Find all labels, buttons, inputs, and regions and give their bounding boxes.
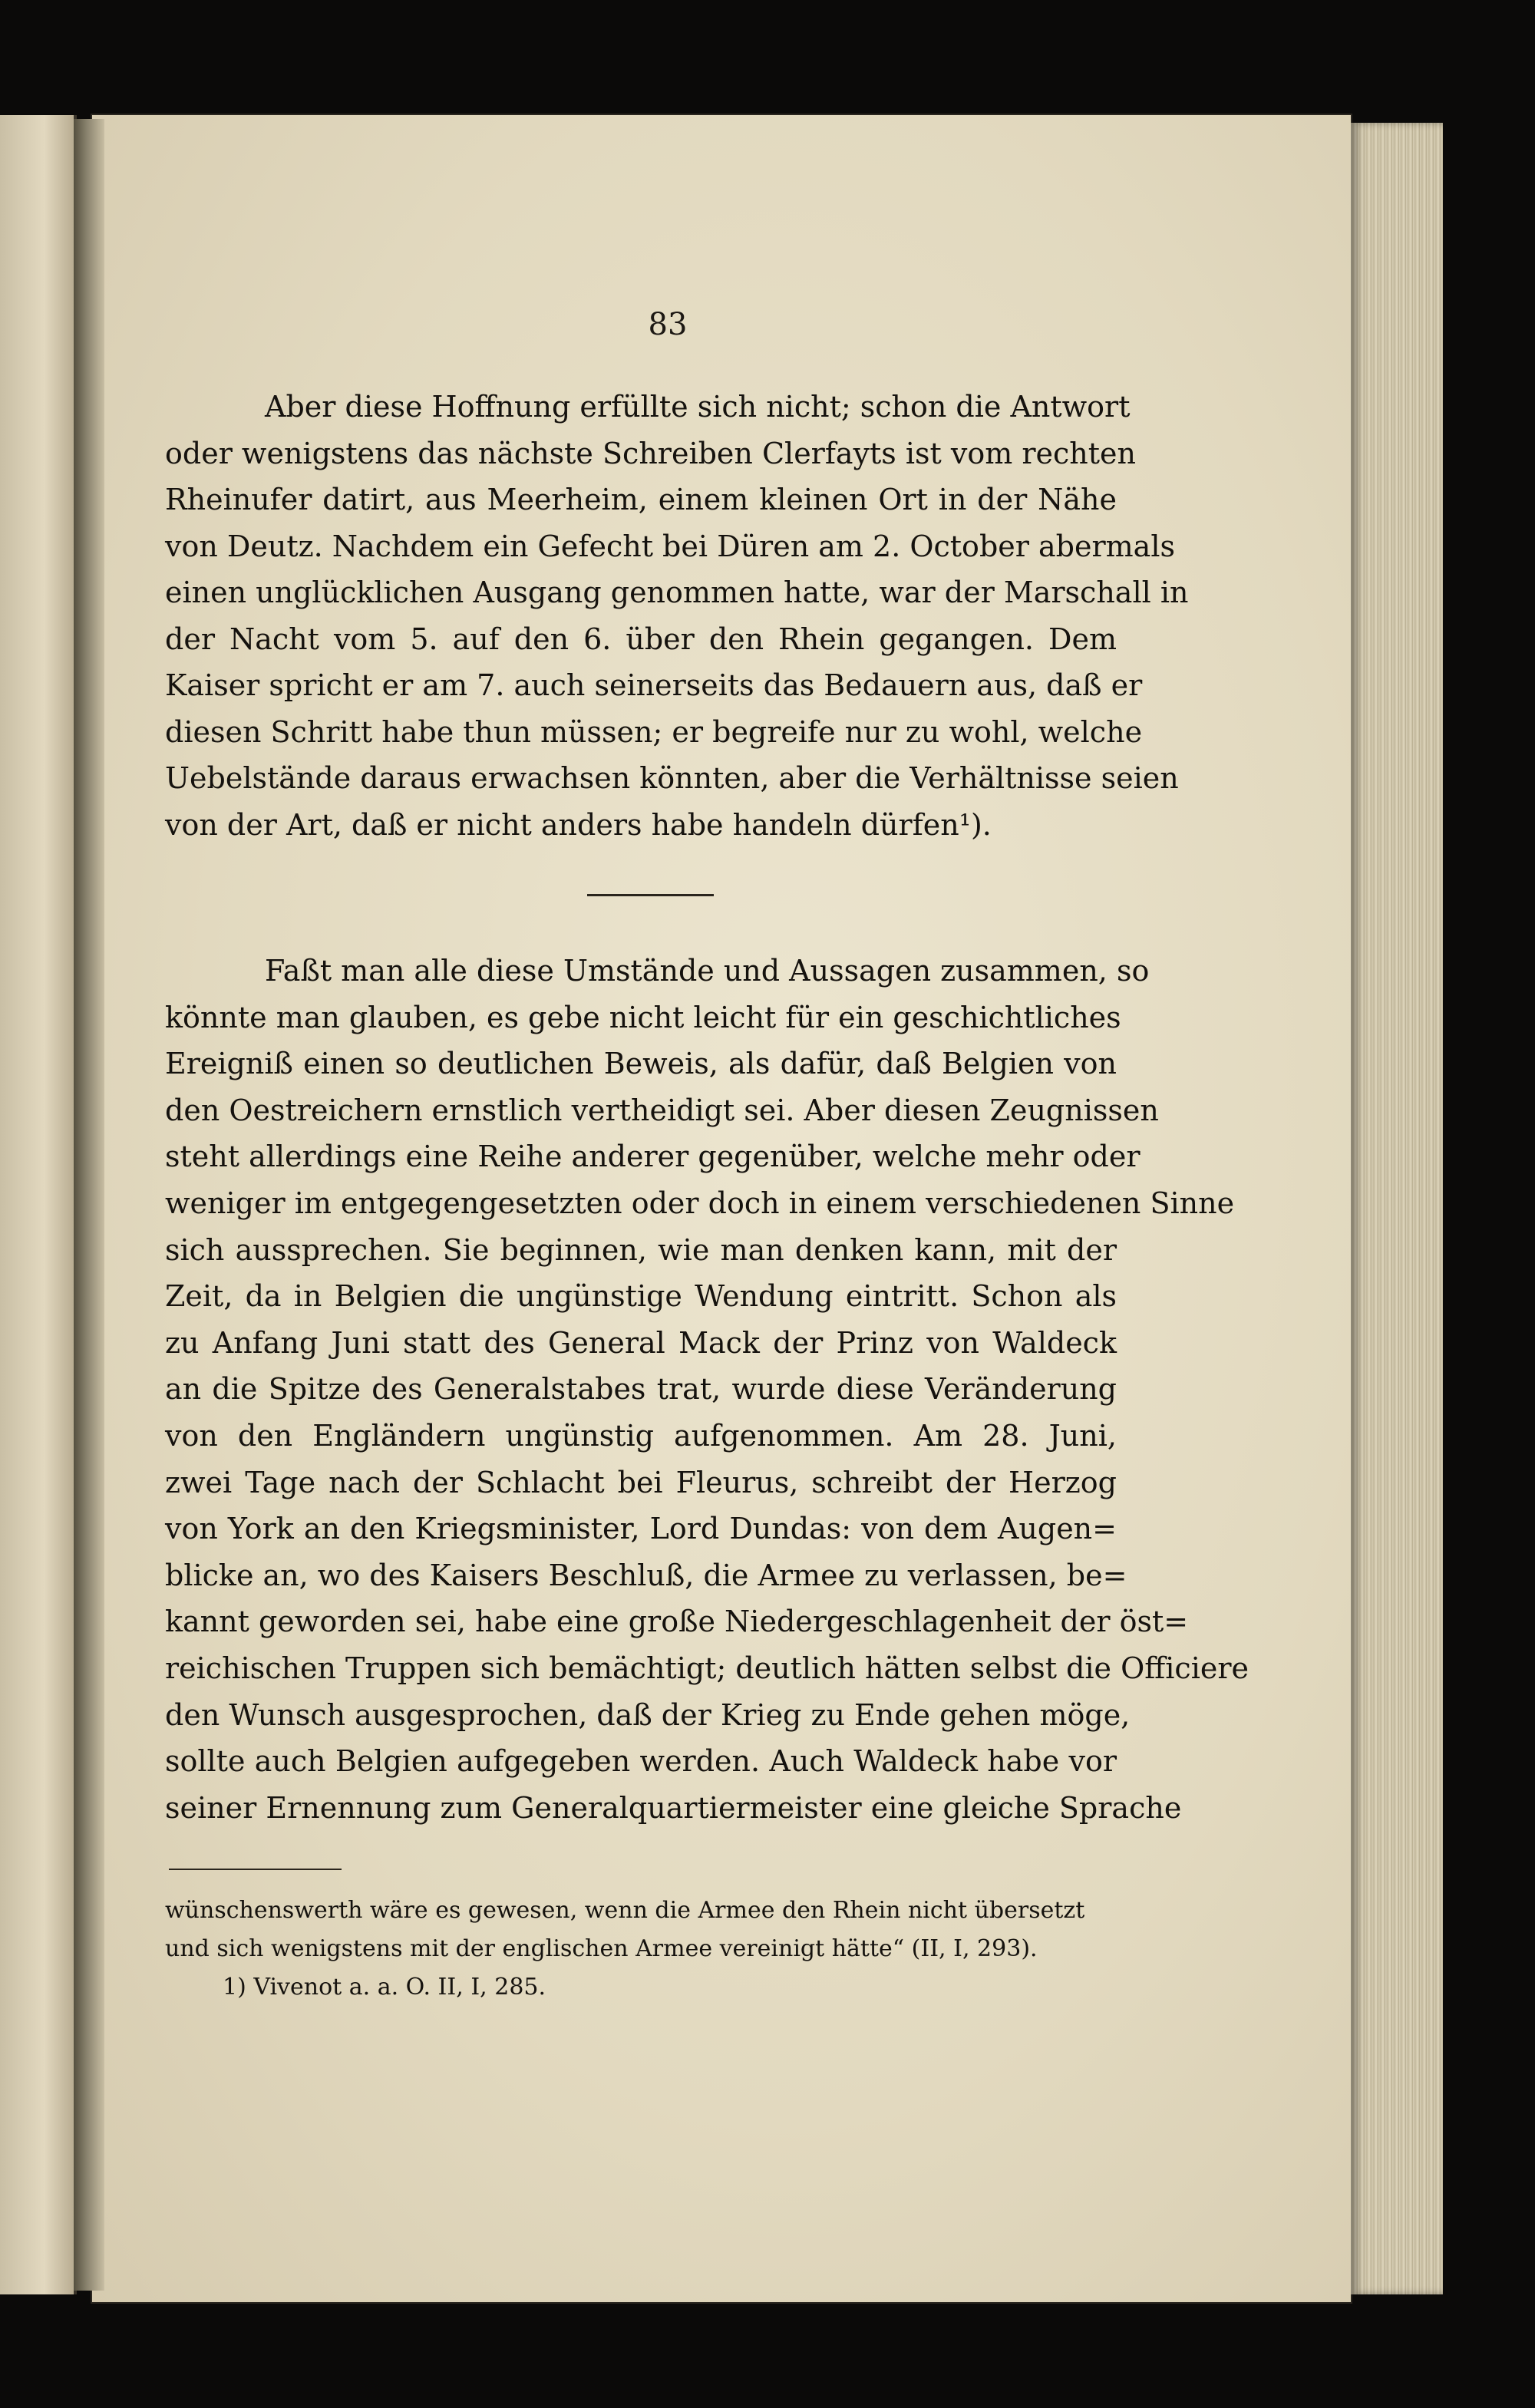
text-line: von den Engländern ungünstig aufgenommen. Am 28. Juni, bbox=[165, 1418, 1117, 1453]
text-line: von Deutz. Nachdem ein Gefecht bei Düren am 2. October abermals bbox=[165, 529, 1175, 563]
footnote-divider bbox=[169, 1869, 342, 1870]
text-line: diesen Schritt habe thun müssen; er begreife nur zu wohl, welche bbox=[165, 714, 1143, 749]
text-line: zwei Tage nach der Schlacht bei Fleurus, schreibt der Herzog bbox=[165, 1465, 1117, 1499]
left-page-edge bbox=[0, 115, 77, 2294]
page-number: 83 bbox=[648, 307, 688, 342]
text-line: der Nacht vom 5. auf den 6. über den Rhein gegangen. Dem bbox=[165, 622, 1117, 656]
text-line: seiner Ernennung zum Generalquartiermeister eine gleiche Sprache bbox=[165, 1790, 1182, 1825]
text-line: sich aussprechen. Sie beginnen, wie man denken kann, mit der bbox=[165, 1232, 1117, 1267]
text-line: reichischen Truppen sich bemächtigt; deutlich hätten selbst die Officiere bbox=[165, 1651, 1249, 1685]
text-line: Zeit, da in Belgien die ungünstige Wendung eintritt. Schon als bbox=[165, 1279, 1117, 1314]
paragraph-2 bbox=[165, 948, 1249, 1831]
text-line: von York an den Kriegsminister, Lord Dundas: von dem Augen= bbox=[165, 1512, 1117, 1546]
text-line: könnte man glauben, es gebe nicht leicht für ein geschichtliches bbox=[165, 1000, 1121, 1034]
text-line: oder wenigstens das nächste Schreiben Clerfayts ist vom rechten bbox=[165, 436, 1136, 470]
paragraph-1 bbox=[165, 384, 1189, 848]
text-line: Uebelstände daraus erwachsen könnten, aber die Verhältnisse seien bbox=[165, 761, 1179, 795]
text-line: Kaiser spricht er am 7. auch seinerseits das Bedauern aus, daß er bbox=[165, 668, 1143, 702]
text-line: weniger im entgegengesetzten oder doch in einem verschiedenen Sinne bbox=[165, 1186, 1235, 1220]
page-stack-edge bbox=[1351, 123, 1443, 2294]
text-line: von der Art, daß er nicht anders habe handeln dürfen¹). bbox=[165, 807, 992, 842]
text-line: an die Spitze des Generalstabes trat, wurde diese Veränderung bbox=[165, 1372, 1117, 1407]
book-gutter bbox=[74, 119, 104, 2291]
text-line: Aber diese Hoffnung erfüllte sich nicht; schon die Antwort bbox=[265, 390, 1131, 424]
text-line: den Wunsch ausgesprochen, daß der Krieg zu Ende gehen möge, bbox=[165, 1697, 1131, 1732]
text-line: einen unglücklichen Ausgang genommen hatte, war der Marschall in bbox=[165, 576, 1189, 609]
section-divider bbox=[587, 894, 714, 896]
footnote-1: 1) Vivenot a. a. O. II, I, 285. bbox=[223, 1974, 546, 2001]
text-line: Ereigniß einen so deutlichen Beweis, als dafür, daß Belgien von bbox=[165, 1047, 1117, 1081]
text-line: kannt geworden sei, habe eine große Niedergeschlagenheit der öst= bbox=[165, 1605, 1189, 1639]
footnote-line: und sich wenigstens mit der englischen Armee vereinigt hätte“ (II, I, 293). bbox=[165, 1935, 1038, 1962]
text-line: zu Anfang Juni statt des General Mack der Prinz von Waldeck bbox=[165, 1325, 1117, 1360]
text-line: steht allerdings eine Reihe anderer gegenüber, welche mehr oder bbox=[165, 1140, 1141, 1174]
text-line: sollte auch Belgien aufgegeben werden. Auch Waldeck habe vor bbox=[165, 1744, 1117, 1779]
footnotes bbox=[165, 1892, 1117, 2007]
text-line: blicke an, wo des Kaisers Beschluß, die Armee zu verlassen, be= bbox=[165, 1558, 1127, 1592]
text-line: Faßt man alle diese Umstände und Aussagen zusammen, so bbox=[265, 954, 1150, 988]
text-line: den Oestreichern ernstlich vertheidigt sei. Aber diesen Zeugnissen bbox=[165, 1093, 1159, 1127]
footnote-line: wünschenswerth wäre es gewesen, wenn die Armee den Rhein nicht übersetzt bbox=[165, 1897, 1085, 1924]
text-line: Rheinufer datirt, aus Meerheim, einem kleinen Ort in der Nähe bbox=[165, 483, 1117, 516]
